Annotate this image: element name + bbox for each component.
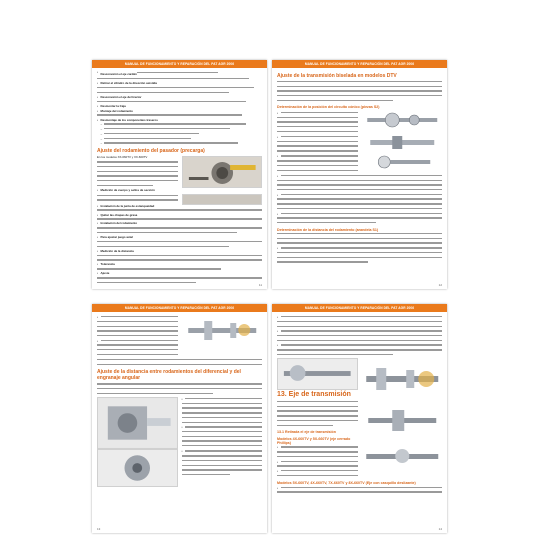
text-line — [281, 470, 358, 474]
column — [182, 397, 263, 449]
text-line — [182, 431, 263, 435]
text-line — [97, 393, 213, 397]
bullet-item — [277, 330, 442, 334]
text-line — [97, 199, 178, 203]
text-line — [277, 451, 358, 455]
manual-page-2 — [272, 60, 447, 289]
bullet-item — [182, 398, 263, 402]
text-line — [182, 469, 263, 473]
text-line — [277, 126, 358, 130]
text-line — [277, 233, 442, 237]
text-line — [97, 277, 262, 281]
text-line — [97, 326, 178, 330]
bullet-item — [277, 112, 358, 116]
text-line — [277, 321, 442, 325]
column — [182, 449, 263, 487]
text-line — [182, 455, 263, 459]
text-line — [97, 161, 178, 165]
subsection-title: Determinación de la distancia del rodamiento (arandela S1) — [277, 227, 379, 232]
bullet-item: • Desmontaje de los componentes traseros — [97, 119, 262, 123]
text-line — [277, 189, 442, 193]
text-line — [97, 259, 262, 263]
text-line — [277, 340, 442, 344]
bearing-assembly-diagram — [362, 404, 443, 438]
text-line — [277, 150, 358, 154]
bullet-item: • Desconexión el eje cardán — [97, 71, 262, 77]
text-line — [281, 194, 443, 198]
text-line — [277, 349, 442, 353]
text-line — [104, 138, 191, 142]
bullet-item — [277, 213, 442, 217]
text-line — [185, 426, 262, 430]
text-line — [277, 491, 442, 495]
model-heading: Modelos 4X-660TV y 5X-660TV (eje cerrado Phillips) — [277, 436, 351, 445]
text-line — [277, 354, 393, 358]
bearing-tool-photo — [182, 156, 263, 188]
model-heading: Modelos 5X-660TV, 4X-660TV, 7X-660TV y 8X-660TV (Eje con casquillo deslizante) — [277, 481, 416, 485]
text-line — [277, 425, 333, 429]
two-column-block — [97, 397, 262, 449]
column — [182, 315, 263, 358]
sub-bullet — [97, 123, 262, 127]
text-line — [281, 112, 358, 116]
text-line — [182, 445, 263, 449]
bullet-item: • Desmontar la Caja — [97, 105, 262, 109]
two-column-block — [277, 135, 442, 154]
gauge-diagram — [362, 154, 443, 170]
text-line — [97, 268, 221, 272]
sub-bullet — [97, 142, 262, 146]
text-line — [277, 203, 442, 207]
text-line — [97, 349, 178, 353]
axle-diagram — [362, 358, 443, 400]
chapter-title: 13. Eje de transmisión — [277, 391, 351, 399]
column — [362, 135, 443, 154]
text-line — [277, 257, 442, 261]
seal-photo — [182, 194, 263, 205]
text-line — [277, 81, 442, 85]
text-line — [281, 446, 358, 450]
text-line — [277, 184, 442, 188]
text-line — [277, 95, 442, 99]
page-body — [272, 312, 447, 529]
bullet-item: • Medición de la distancia — [97, 250, 262, 254]
sub-bullet — [97, 133, 262, 137]
text-line — [97, 282, 196, 285]
text-line — [281, 316, 443, 320]
text-line — [101, 340, 178, 344]
page-number: 11 — [258, 283, 262, 287]
text-line — [97, 364, 262, 368]
page-header: MANUAL DE FUNCIONAMIENTO Y REPARACIÓN DEL PAT AGR 2006 — [92, 60, 267, 68]
two-column-block — [97, 315, 262, 358]
bullet-item — [182, 426, 263, 430]
page-number: 12 — [438, 283, 442, 287]
column — [277, 154, 358, 173]
text-line — [182, 403, 263, 407]
text-line — [281, 213, 443, 217]
column — [362, 358, 443, 479]
page-number: 14 — [438, 527, 442, 531]
column — [362, 154, 443, 173]
column — [182, 156, 263, 189]
text-line — [97, 195, 178, 199]
text-line — [281, 247, 443, 251]
text-line — [281, 136, 358, 140]
page-body — [92, 312, 267, 529]
text-line — [281, 175, 443, 179]
text-line — [97, 383, 262, 387]
page-header: MANUAL DE FUNCIONAMIENTO Y REPARACIÓN DEL PAT AGR 2006 — [272, 60, 447, 68]
sub-bullet — [97, 138, 262, 142]
bullet-item — [277, 155, 358, 159]
bullet-item — [277, 194, 442, 198]
text-line — [277, 180, 442, 184]
bullet-item: • Retirar el cilindro de la dirección asistida — [97, 82, 262, 86]
column — [97, 449, 178, 487]
differential-photo — [97, 397, 178, 449]
text-line — [97, 171, 178, 175]
section-title: Ajuste de la distancia entre rodamientos del diferencial y del engranaje angular — [97, 369, 241, 382]
bullet-item: • Montaje del rodamiento — [97, 110, 262, 114]
bullet-item — [277, 470, 358, 474]
two-column-block — [277, 358, 442, 479]
text-line — [97, 241, 262, 245]
page-body — [272, 68, 447, 285]
bullet-item — [97, 340, 178, 344]
text-line — [277, 420, 358, 424]
column — [97, 156, 178, 189]
transmission-shaft-photo — [277, 358, 358, 390]
bearing-diagram — [362, 135, 443, 151]
manual-page-1 — [92, 60, 267, 289]
text-line — [182, 436, 263, 440]
bullet-item: • Para ajustar juego axial — [97, 236, 262, 240]
text-line — [281, 155, 358, 159]
text-line — [277, 208, 442, 212]
text-line — [277, 86, 442, 90]
text-line — [104, 123, 246, 127]
text-line — [277, 170, 358, 174]
bullet-item — [97, 316, 178, 320]
subsection-title: 13.1 Retirada el eje de transmisión — [277, 430, 336, 435]
page-body — [92, 68, 267, 285]
text-line — [277, 326, 442, 330]
text-line — [277, 238, 442, 242]
text-line — [97, 335, 178, 339]
column — [182, 194, 263, 205]
text-line — [104, 142, 238, 146]
text-line — [182, 440, 263, 444]
page-header: MANUAL DE FUNCIONAMIENTO Y REPARACIÓN DEL PAT AGR 2006 — [272, 304, 447, 312]
two-column-block — [277, 111, 442, 135]
manual-page-4 — [272, 304, 447, 533]
bullet-item: • Desconexión el eje del tractor — [97, 96, 262, 100]
bullet-item: • Instalación de la junta de estanqueidad — [97, 205, 262, 209]
two-column-block — [97, 156, 262, 189]
column — [362, 111, 443, 135]
text-line — [281, 344, 443, 348]
two-column-block — [277, 154, 442, 173]
text-line — [281, 461, 358, 465]
text-line — [277, 141, 358, 145]
text-line — [185, 450, 262, 454]
text-line — [277, 90, 442, 94]
text-line — [277, 198, 442, 202]
bullet-item — [277, 175, 442, 179]
page-number: 13 — [97, 527, 101, 531]
text-line — [97, 166, 178, 170]
column — [277, 358, 358, 479]
text-line — [97, 227, 262, 231]
text-line — [104, 128, 230, 132]
text-line — [277, 242, 442, 246]
bullet-item: • Quitar las chapas de grasa — [97, 214, 262, 218]
text-line — [277, 160, 358, 164]
bullet-item — [277, 344, 442, 348]
text-line — [97, 330, 178, 334]
shaft-detail-diagram — [362, 442, 443, 472]
text-line — [277, 401, 358, 405]
bullet-item: • Tolerancia — [97, 263, 262, 267]
text-line — [97, 388, 262, 392]
text-line — [277, 217, 442, 221]
bullet-item — [182, 450, 263, 454]
gear-photo — [97, 449, 178, 487]
text-line — [277, 121, 358, 125]
section-title: Ajuste del rodamiento del pasador (precarga) — [97, 148, 205, 155]
text-line — [277, 100, 393, 104]
bullet-item — [277, 461, 358, 465]
bullet-item — [277, 136, 358, 140]
text-line — [97, 359, 262, 363]
text-line — [97, 354, 178, 358]
text-line — [277, 165, 358, 169]
text-line — [97, 175, 178, 179]
sub-bullet — [97, 128, 262, 132]
manual-page-3 — [92, 304, 267, 533]
gear-diagram — [362, 111, 443, 131]
text-line — [101, 316, 178, 320]
text-line — [182, 417, 263, 421]
column — [97, 315, 178, 358]
text-line — [277, 456, 358, 460]
text-line — [97, 180, 178, 184]
bullet-item: • Instalación del rodamiento — [97, 222, 262, 226]
text-line — [281, 330, 443, 334]
text-line — [277, 465, 358, 469]
text-line — [137, 71, 218, 75]
column — [97, 397, 178, 449]
text-line — [97, 344, 178, 348]
intro-text: En los modelos XX-660TV y XX-660TV — [97, 155, 148, 160]
text-line — [182, 465, 263, 469]
section-title: Ajuste de la transmisión biselada en modelos DTV — [277, 73, 397, 79]
text-line — [277, 475, 358, 479]
text-line — [97, 255, 262, 259]
text-line — [277, 145, 358, 149]
text-line — [277, 415, 358, 419]
text-line — [182, 407, 263, 411]
text-line — [277, 252, 442, 256]
column — [277, 111, 358, 135]
text-line — [97, 321, 178, 325]
two-column-block — [97, 449, 262, 487]
text-line — [277, 261, 368, 265]
bullet-item: • Ajuste — [97, 272, 262, 276]
text-line — [104, 133, 199, 137]
page-header: MANUAL DE FUNCIONAMIENTO Y REPARACIÓN DEL PAT AGR 2006 — [92, 304, 267, 312]
bullet-item — [277, 446, 358, 450]
bullet-item — [277, 316, 442, 320]
text-line — [277, 117, 358, 121]
column — [277, 135, 358, 154]
text-line — [182, 460, 263, 464]
subsection-title: Determinación de la posición del circuito cónico (piezas S2) — [277, 105, 380, 110]
bullet-item — [277, 247, 442, 251]
bullet-item: • Medición de cuerpo y sellos de sección — [97, 189, 262, 193]
text-line — [182, 412, 263, 416]
shaft-diagram — [182, 315, 263, 347]
bullet-item — [277, 487, 442, 491]
text-line — [182, 422, 263, 426]
text-line — [277, 406, 358, 410]
text-line — [281, 487, 443, 491]
text-line — [277, 335, 442, 339]
text-line — [277, 222, 376, 226]
text-line — [97, 87, 254, 91]
text-line — [277, 131, 358, 135]
text-line — [277, 410, 358, 414]
text-line — [182, 474, 230, 478]
text-line — [185, 398, 262, 402]
